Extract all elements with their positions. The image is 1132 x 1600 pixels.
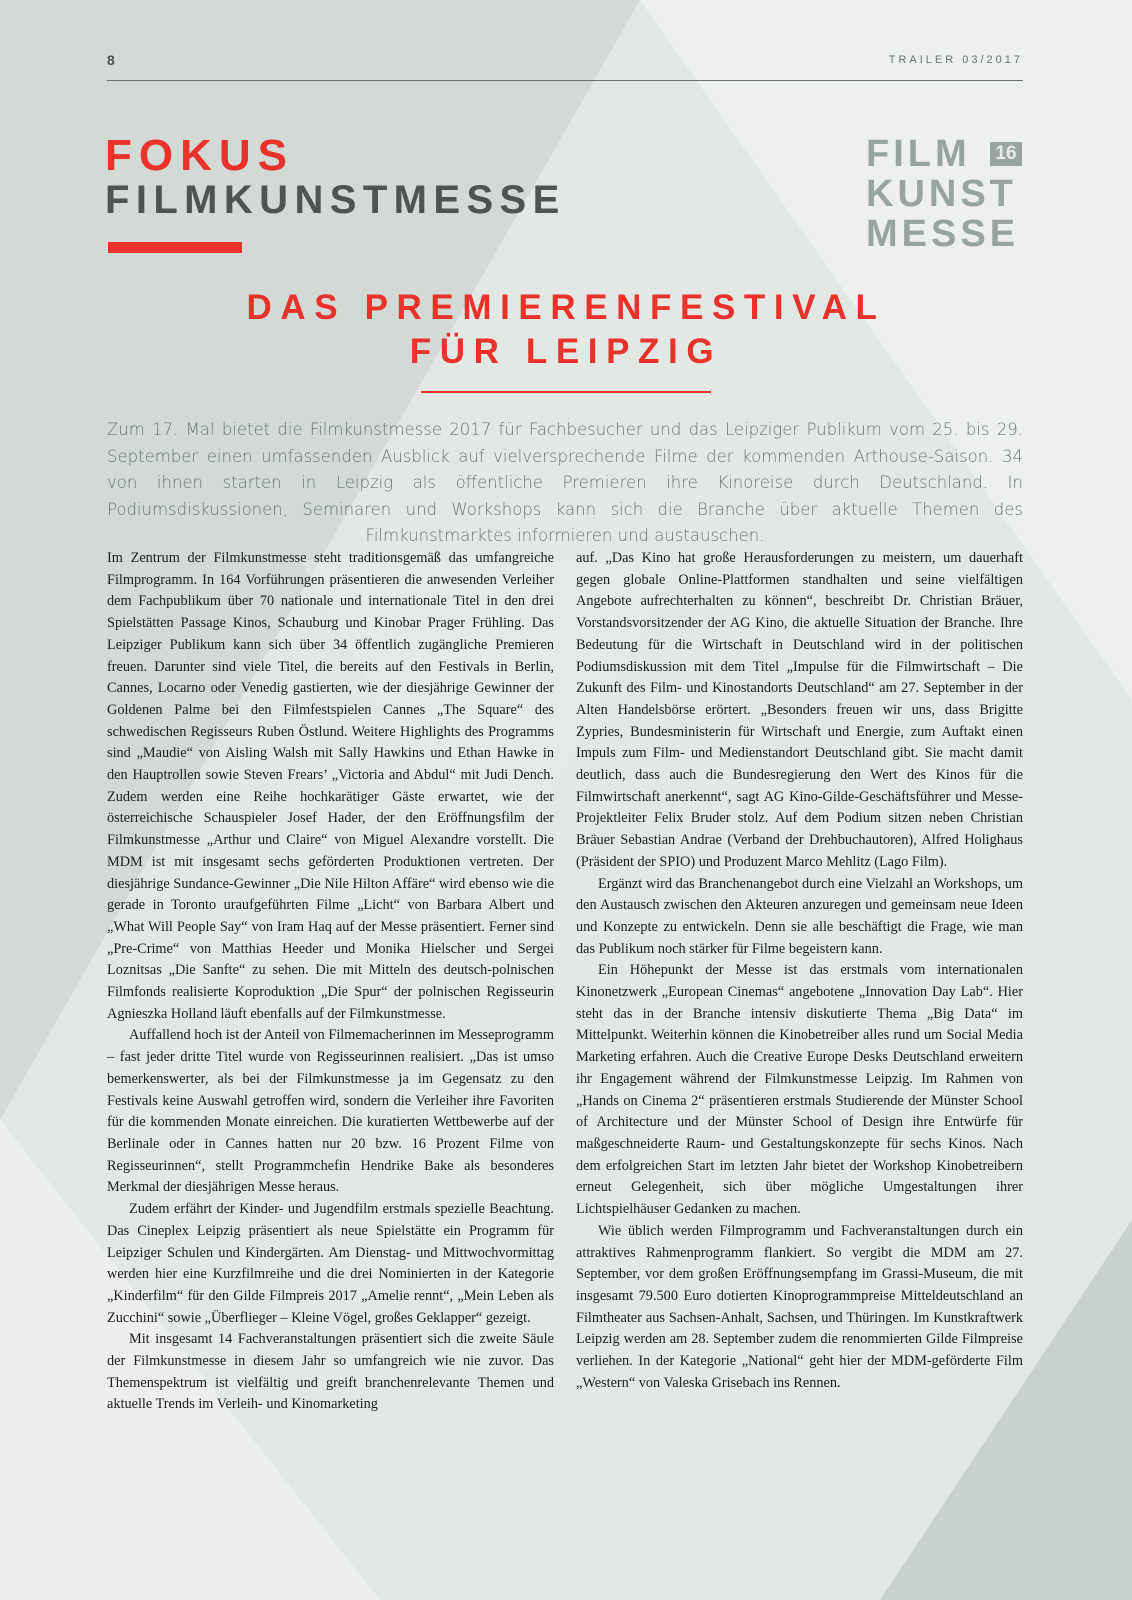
logo-line-kunst: KUNST [866, 173, 1017, 215]
paragraph: Ein Höhepunkt der Messe ist das erstmals vom internationalen Kinonetzwerk „European Cinemas“ angebotene „Innovation Day Lab“. Hier steht das in der Branche intensiv diskutierte Thema „Big Data“ im Mittelpunkt. Weiterhin können die Kinobetreiber alles rund um Social Media Marketing erfahren. Auch die Creative Europe Desks Deutschland erweitern ihr Engagement während der Filmkunstmesse Leipzig. Im Rahmen von „Hands on Cinema 2“ präsentieren erstmals Studierende der Münster School of Architecture und der Münster School of Design ihre Entwürfe für maßgeschneiderte Raum- und Gestaltungskonzepte für sechs Kinos. Nach dem erfolgreichen Start im letzten Jahr bietet der Workshop Kinobetreibern erneut Gelegenheit, sich über mögliche Umgestaltungen ihrer Lichtspielhäuser Gedanken zu machen. [576, 962, 1023, 1218]
paragraph: Zudem erfährt der Kinder- und Jugendfilm erstmals spezielle Beachtung. Das Cineplex Leipzig präsentiert als neue Spielstätte ein Programm für Leipziger Schulen und Kindergärten. Am Dienstag- und Mittwochvormittag werden hier eine Kurzfilmreihe und die drei Nominierten in der Kategorie „Kinderfilm“ für den Gilde Filmpreis 2017 „Amelie rennt“, „Mein Leben als Zucchini“ sowie „Überflieger – Kleine Vögel, großes Geklapper“ gezeigt. [107, 1201, 554, 1326]
logo-line-film: FILM [866, 133, 971, 175]
issue-label: TRAILER 03/2017 [888, 54, 1023, 66]
page-header [107, 50, 1023, 81]
accent-bar [108, 242, 242, 253]
paragraph: auf. „Das Kino hat große Herausforderungen zu meistern, um dauerhaft gegen globale Online-Plattformen standhalten und seine vielfältigen Angebote aufrechterhalten zu können“, beschreibt Dr. Christian Bräuer, Vorstandsvorsitzender der AG Kino, die aktuelle Situation der Branche. Ihre Bedeutung für die Wirtschaft in Deutschland wird in der politischen Podiumsdiskussion mit dem Titel „Impulse für die Filmwirtschaft – Die Zukunft des Film- und Kinostandorts Deutschland“ am 27. September in der Alten Handelsbörse erörtert. „Besonders freuen wir uns, dass Brigitte Zypries, Bundesministerin für Wirtschaft und Energie, zum Auftakt einen Impuls zum Film- und Medienstandort Deutschland gibt. Sie macht damit deutlich, dass auch die Bundesregierung den Wert des Kinos für die Filmwirtschaft anerkennt“, sagt AG Kino-Gilde-Geschäftsführer und Messe-Projektleiter Felix Bruder stolz. Auf dem Podium sitzen neben Christian Bräuer Sebastian Andrae (Verband der Drehbuchautoren), Alfred Holighaus (Präsident der SPIO) und Produzent Marco Mehlitz (Lago Film). [576, 550, 1023, 870]
paragraph: Im Zentrum der Filmkunstmesse steht traditionsgemäß das umfangreiche Filmprogramm. In 164 Vorführungen präsentieren die anwesenden Verleiher dem Fachpublikum über 70 nationale und internationale Titel in den drei Spielstätten Passage Kinos, Schauburg und Kinobar Prager Frühling. Das Leipziger Publikum kann sich über 34 öffentlich zugängliche Premieren freuen. Darunter sind viele Titel, die bereits auf den Festivals in Berlin, Cannes, Locarno oder Venedig gastierten, wie der diesjährige Gewinner der Goldenen Palme bei den Filmfestspielen Cannes „The Square“ des schwedischen Regisseurs Ruben Östlund. Weitere Highlights des Programms sind „Maudie“ von Aisling Walsh mit Sally Hawkins und Ethan Hawke in den Hauptrollen sowie Steven Frears’ „Victoria and Abdul“ mit Judi Dench. Zudem werden eine Reihe hochkarätiger Gäste erwartet, wie der österreichische Schauspieler Josef Hader, der den Eröffnungsfilm der Filmkunstmesse „Arthur und Claire“ von Miguel Alexandre vorstellt. Die MDM ist mit insgesamt sechs geförderten Produktionen vertreten. Der diesjährige Sundance-Gewinner „Die Nile Hilton Affäre“ wird ebenso wie die gerade in Toronto uraufgeführten Filme „Licht“ von Barbara Albert und „What Will People Say“ von Iram Haq auf der Messe präsentiert. Ferner sind „Pre-Crime“ von Matthias Heeder und Monika Hielscher und Sergei Loznitsas „Die Sanfte“ zu sehen. Die mit Mitteln des deutsch-polnischen Filmfonds realisierte Koproduktion „Die Spur“ der polnischen Regisseurin Agnieszka Holland läuft ebenfalls auf der Filmkunstmesse. [107, 550, 554, 1022]
article-headline [0, 286, 1132, 374]
headline-line-2: FÜR LEIPZIG [409, 332, 723, 371]
filmkunstmesse-logo [866, 134, 1026, 256]
section-title-filmkunstmesse: FILMKUNSTMESSE [105, 178, 566, 222]
headline-line-1: DAS PREMIERENFESTIVAL [246, 288, 886, 327]
paragraph: Auffallend hoch ist der Anteil von Filmemacherinnen im Messeprogramm – fast jeder dritte Titel wurde von Regisseurinnen realisiert. „Das ist umso bemerkenswerter, als bei der Filmkunstmesse ja im Gegensatz zu den Festivals keine Auswahl getroffen wird, sondern die Verleiher ihre Favoriten für die kommenden Monate einreichen. Die kuratierten Wettbewerbe auf der Berlinale oder in Cannes hatten nur 20 bzw. 16 Prozent Filme von Regisseurinnen“, stellt Programmchefin Hendrike Bake als besonderes Merkmal der diesjährigen Messe heraus. [107, 1027, 554, 1196]
page-number: 8 [107, 52, 115, 68]
paragraph: Wie üblich werden Filmprogramm und Fachveranstaltungen durch ein attraktives Rahmenprogramm flankiert. So vergibt die MDM am 27. September, vor dem großen Eröffnungsempfang im Grassi-Museum, die mit insgesamt 79.500 Euro dotierten Kinoprogrammpreise Mitteldeutschland an Filmtheater aus Sachsen-Anhalt, Sachsen, und Thüringen. Im Kunstkraftwerk Leipzig werden am 28. September zudem die renommierten Gilde Filmpreise verliehen. In der Kategorie „National“ geht hier der MDM-geförderte Film „Western“ von Valeska Grisebach ins Rennen. [576, 1222, 1023, 1391]
headline-rule [421, 391, 711, 393]
paragraph: Mit insgesamt 14 Fachveranstaltungen präsentiert sich die zweite Säule der Filmkunstmesse in diesem Jahr so umfangreich wie nie zuvor. Das Themenspektrum ist vielfältig und greift branchenrelevante Themen und aktuelle Trends im Verleih- und Kinomarketing [107, 1331, 554, 1413]
logo-edition-badge: 16 [990, 142, 1022, 166]
paragraph: Ergänzt wird das Branchenangebot durch eine Vielzahl an Workshops, um den Austausch zwischen den Akteuren anzuregen und gemeinsam neue Ideen und Konzepte zu entwickeln. Denn sie alle beschäftigt die Frage, wie man das Publikum noch stärker für Filme begeistern kann. [576, 875, 1023, 957]
article-lead: Zum 17. Mal bietet die Filmkunstmesse 2017 für Fachbesucher und das Leipziger Publikum vom 25. bis 29. September einen umfassenden Ausblick auf vielversprechende Filme der kommenden Arthouse-Saison. 34 von ihnen starten in Leipzig als öffentliche Premieren ihre Kinoreise durch Deutschland. In Podiumsdiskussionen, Seminaren und Workshops kann sich die Branche über aktuelle Themen des Filmkunstmarktes informieren und austauschen. [107, 420, 1023, 545]
logo-line-messe: MESSE [866, 213, 1020, 255]
section-title-fokus: FOKUS [105, 131, 294, 180]
body-column-left [107, 548, 554, 1416]
body-column-right [576, 548, 1023, 1394]
